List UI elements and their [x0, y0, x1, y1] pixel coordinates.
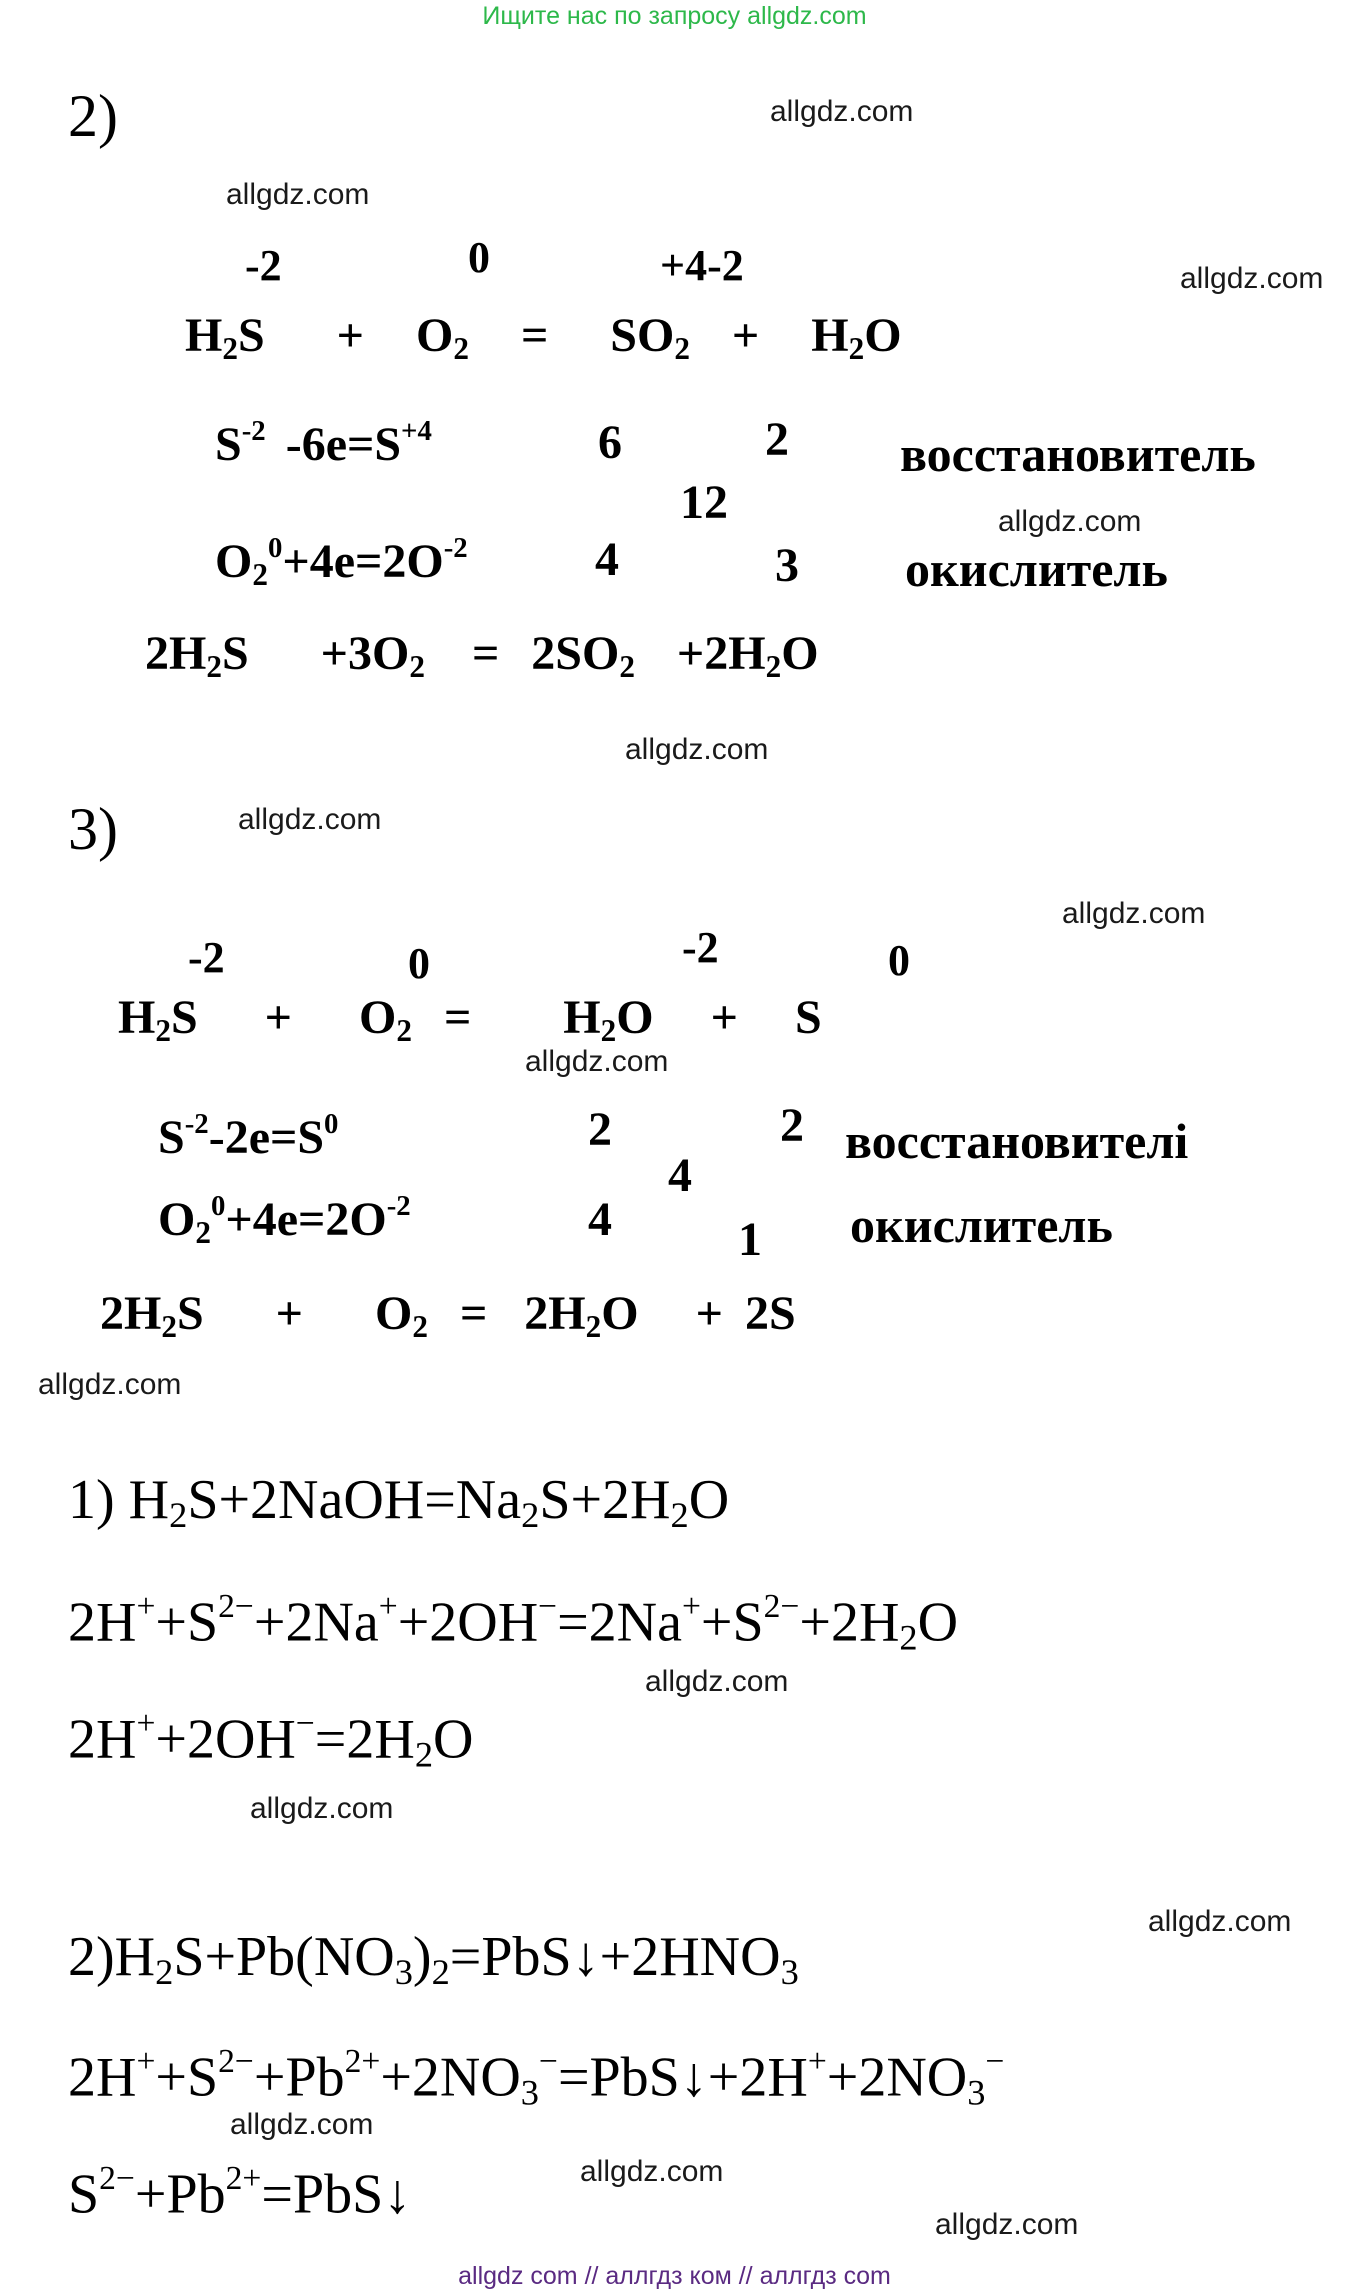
watermark: allgdz.com [238, 803, 382, 836]
coef-s-3: 2 [780, 1099, 804, 1152]
watermark: allgdz.com [998, 505, 1142, 538]
watermark: allgdz.com [625, 733, 769, 766]
coef-o-3: 1 [738, 1213, 762, 1266]
final-equation-2: $2H_2S +3O_2 = 2SO_2 +2H_2O$ [145, 627, 819, 684]
ionic-1-molecular: 1) $H_2S+2NaOH=Na_2S+2H_2O$ [68, 1469, 730, 1536]
coef-o: 3 [775, 539, 799, 592]
half-reaction-s-3: $S^{-2}-2e=S^0$ [158, 1108, 339, 1165]
final-equation-3: $2H_2S + O_2 = 2H_2O + 2S$ [100, 1287, 796, 1344]
watermark: allgdz.com [250, 1792, 394, 1825]
half-reaction-s: $S^{-2}$ $-6e=S^{+4}$ [215, 415, 432, 472]
role-oxidizer: окислитель [905, 541, 1168, 597]
coef-s: 2 [765, 413, 789, 466]
ox-state-o2-3: 0 [408, 939, 430, 988]
electrons-s: 6 [598, 416, 622, 469]
footer-links[interactable]: allgdz com // аллгдз ком // аллгдз com [458, 2262, 891, 2290]
watermark: allgdz.com [525, 1045, 669, 1078]
electrons-s-3: 2 [588, 1103, 612, 1156]
electrons-o-3: 4 [588, 1193, 612, 1246]
equation-2: $H_2S + O_2 = SO_2 + H_2O$ [185, 309, 902, 366]
half-reaction-o: $O_2^0+4e=2O^{-2}$ [215, 532, 468, 592]
ionic-1-short: $2H^++2OH^-=2H_2O$ [68, 1705, 474, 1775]
section-3-number: 3) [68, 796, 118, 862]
watermark: allgdz.com [226, 178, 370, 211]
watermark: allgdz.com [1062, 897, 1206, 930]
electrons-o: 4 [595, 533, 619, 586]
watermark: allgdz.com [580, 2155, 724, 2188]
ox-state-o2: 0 [468, 233, 490, 282]
lcm: 12 [680, 476, 728, 529]
watermark: allgdz.com [1180, 262, 1324, 295]
ox-state-so2: +4-2 [660, 241, 744, 290]
watermark: allgdz.com [38, 1368, 182, 1401]
ionic-1-full: $2H^++S^{2-}+2Na^++2OH^-=2Na^++S^{2-}+2H_2O$ [68, 1588, 959, 1658]
ox-state-h2s-3: -2 [188, 933, 225, 982]
role-reducer: восстановитель [900, 426, 1256, 482]
section-2-number: 2) [68, 83, 118, 149]
ox-state-h2s: -2 [245, 241, 282, 290]
watermark: allgdz.com [770, 95, 914, 128]
ox-state-h2o-3: -2 [682, 923, 719, 972]
ionic-2-short: $S^{2-}+Pb^{2+}=PbS↓$ [68, 2160, 412, 2226]
ionic-2-full: $2H^++S^{2-}+Pb^{2+}+2NO_3^-=PbS↓+2H^++2NO_3^-$ [68, 2043, 1005, 2113]
watermark: allgdz.com [1148, 1905, 1292, 1938]
watermark: allgdz.com [935, 2208, 1079, 2241]
role-oxidizer-3: окислитель [850, 1197, 1113, 1253]
ox-state-s-3: 0 [888, 936, 910, 985]
role-reducer-3: восстановителі [845, 1113, 1189, 1169]
search-hint-link[interactable]: Ищите нас по запросу allgdz.com [482, 2, 867, 30]
lcm-3: 4 [668, 1149, 692, 1202]
equation-3: $H_2S + O_2 = H_2O + S$ [118, 991, 822, 1048]
half-reaction-o-3: $O_2^0+4e=2O^{-2}$ [158, 1190, 411, 1250]
ionic-2-molecular: $2)H_2S+Pb(NO_3)_2=PbS↓+2HNO_3$ [68, 1926, 799, 1993]
watermark: allgdz.com [645, 1665, 789, 1698]
watermark: allgdz.com [230, 2108, 374, 2141]
